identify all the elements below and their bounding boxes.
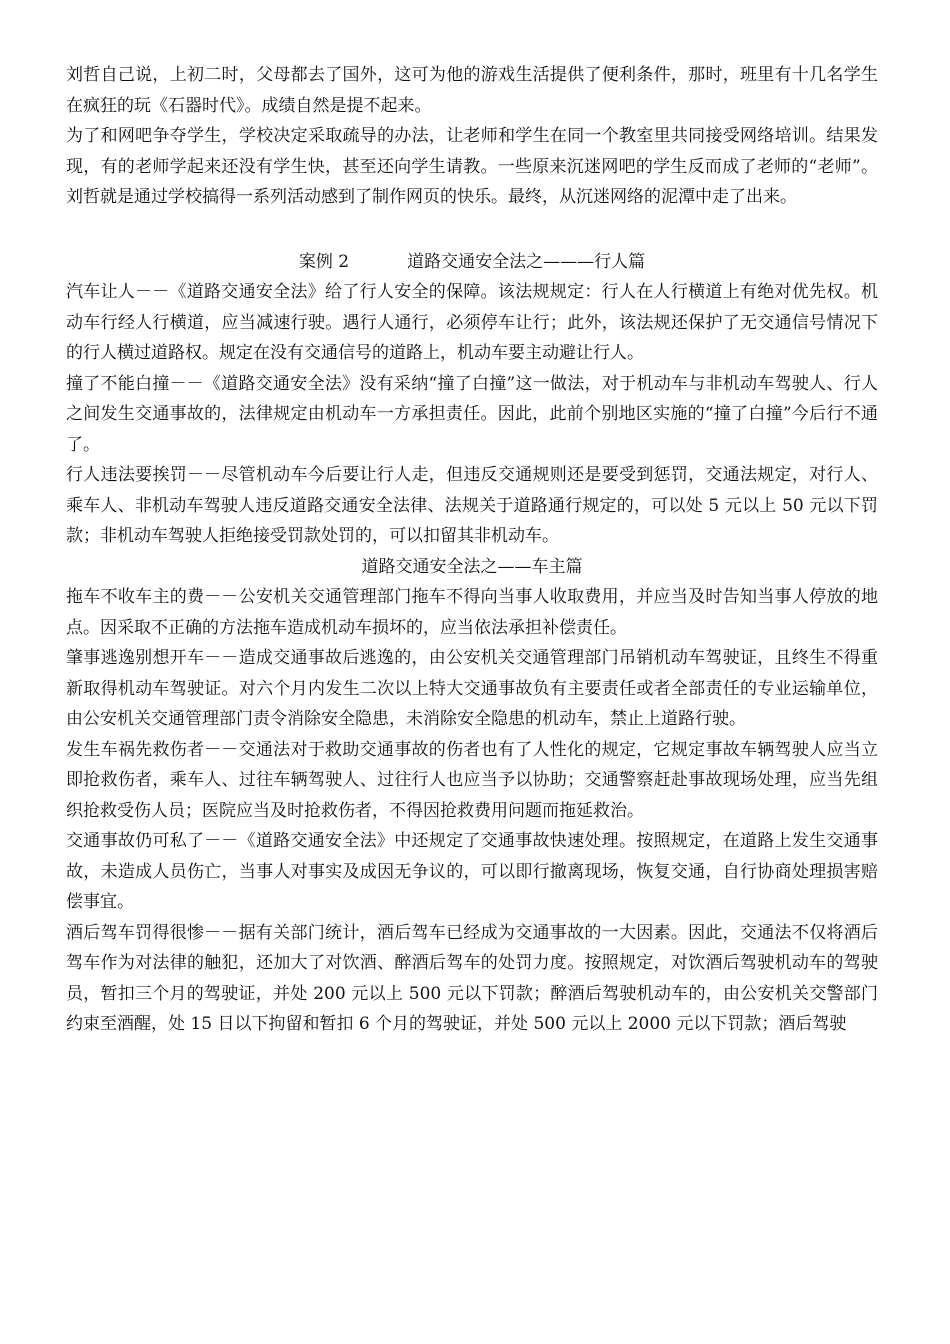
paragraph-pedestrian-fines: 行人违法要挨罚－－尽管机动车今后要让行人走，但违反交通规则还是要受到惩罚，交通法规定，对行人、乘车人、非机动车驾驶人违反道路交通安全法律、法规关于道路通行规定的，可以处 5 元以上 50 元以下罚款；非机动车驾驶人拒绝接受罚款处罚的，可以扣留其非机动车。 — [66, 465, 878, 546]
case2-title: 道路交通安全法之———行人篇 — [407, 251, 646, 272]
paragraph-hit-and-run: 肇事逃逸别想开车－－造成交通事故后逃逸的，由公安机关交通管理部门吊销机动车驾驶证，且终生不得重新取得机动车驾驶证。对六个月内发生二次以上特大交通事故负有主要责任或者全部责任的专业运输单位，由公安机关交通管理部门责令消除安全隐患，未消除安全隐患的机动车，禁止上道路行驶。 — [66, 648, 878, 729]
paragraph-towing-fee: 拖车不收车主的费－－公安机关交通管理部门拖车不得向当事人收取费用，并应当及时告知当事人停放的地点。因采取不正确的方法拖车造成机动车损坏的，应当依法承担补偿责任。 — [66, 587, 878, 638]
paragraph-drunk-driving: 酒后驾车罚得很惨－－据有关部门统计，酒后驾车已经成为交通事故的一大因素。因此，交通法不仅将酒后驾车作为对法律的触犯，还加大了对饮酒、醉酒后驾车的处罚力度。按照规定，对饮酒后驾驶机动车的驾驶员，暂扣三个月的驾驶证，并处 200 元以上 500 元以下罚款；醉酒后驾驶机动车的，由公安机关交警部门约束至酒醒，处 15 日以下拘留和暂扣 6 个月的驾驶证，并处 500 元以上 2000 元以下罚款；酒后驾驶 — [66, 922, 878, 1034]
paragraph-cars-yield: 汽车让人－－《道路交通安全法》给了行人安全的保障。该法规规定：行人在人行横道上有绝对优先权。机动车行经人行横道，应当减速行驶。遇行人通行，必须停车让行；此外，该法规还保护了无交通信号情况下的行人横过道路权。规定在没有交通信号的道路上，机动车要主动避让行人。 — [66, 282, 878, 363]
paragraph-school-response: 为了和网吧争夺学生，学校决定采取疏导的办法，让老师和学生在同一个教室里共同接受网络培训。结果发现，有的老师学起来还没有学生快，甚至还向学生请教。一些原来沉迷网吧的学生反而成了老师的“老师”。刘哲就是通过学校搞得一系列活动感到了制作网页的快乐。最终，从沉迷网络的泥潭中走了出来。 — [66, 126, 878, 207]
paragraph-rescue-injured: 发生车祸先救伤者－－交通法对于救助交通事故的伤者也有了人性化的规定，它规定事故车辆驾驶人应当立即抢救伤者，乘车人、过往车辆驾驶人、过往行人也应当予以协助；交通警察赶赴事故现场处理，应当先组织抢救受伤人员；医院应当及时抢救伤者，不得因抢救费用问题而拖延救治。 — [66, 739, 878, 821]
case2-heading — [66, 247, 878, 278]
owner-section-heading: 道路交通安全法之——车主篇 — [361, 556, 583, 577]
document-page — [66, 60, 878, 1040]
paragraph-private-settlement: 交通事故仍可私了－－《道路交通安全法》中还规定了交通事故快速处理。按照规定，在道路上发生交通事故，未造成人员伤亡，当事人对事实及成因无争议的，可以即行撤离现场，恢复交通，自行协商处理损害赔偿事宜。 — [66, 831, 878, 912]
section-gap — [66, 213, 878, 247]
paragraph-no-free-collision: 撞了不能白撞－－《道路交通安全法》没有采纳“撞了白撞”这一做法，对于机动车与非机动车驾驶人、行人之间发生交通事故的，法律规定由机动车一方承担责任。因此，此前个别地区实施的“撞了白撞”今后行不通了。 — [66, 373, 878, 455]
case2-label: 案例 2 — [298, 251, 350, 272]
paragraph-liuzhe-intro: 刘哲自己说，上初二时，父母都去了国外，这可为他的游戏生活提供了便利条件，那时，班里有十几名学生在疯狂的玩《石器时代》。成绩自然是提不起来。 — [66, 65, 878, 116]
